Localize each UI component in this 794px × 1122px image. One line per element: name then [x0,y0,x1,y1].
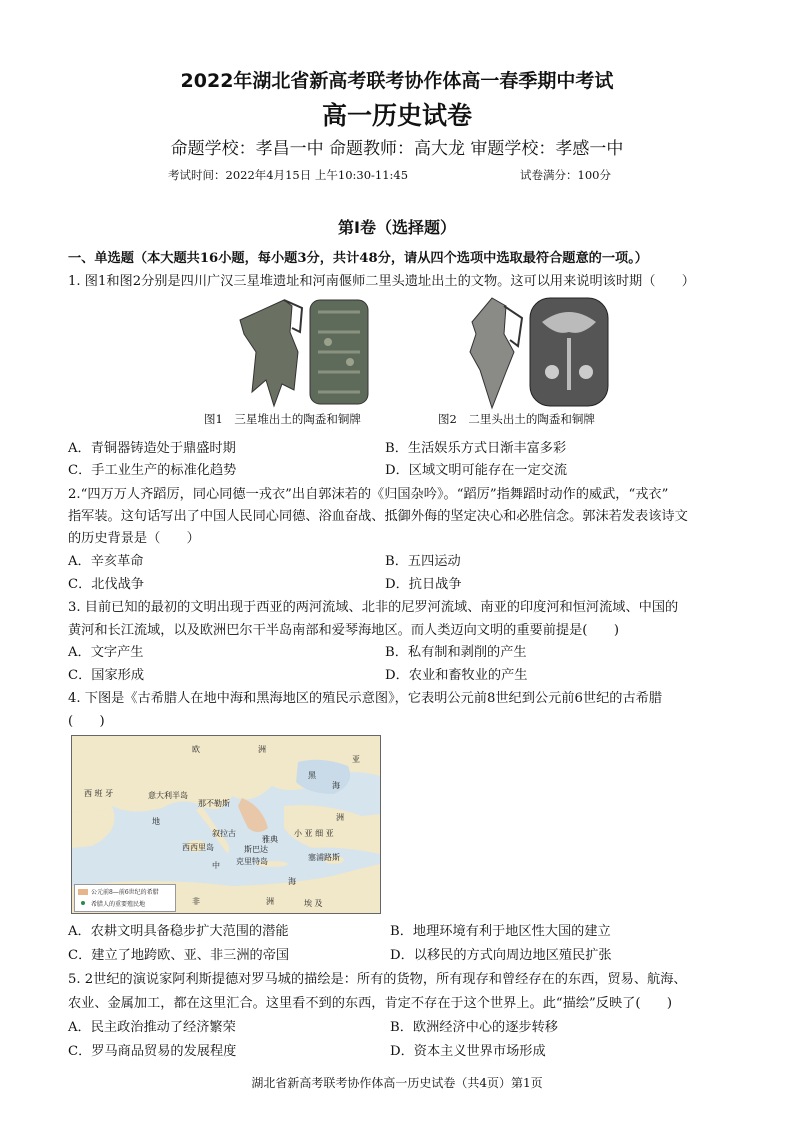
q3-stem-line2: 黄河和长江流域，以及欧洲巴尔干半岛南部和爱琴海地区。而人类迈向文明的重要前提是( ) [68,623,619,638]
map-label-sea3: 海 [288,877,296,886]
q3-stem-line1: 3. 目前已知的最初的文明出现于西亚的两河流域、北非的尼罗河流域、南亚的印度河和恒河流域、中国的 [68,600,679,615]
q5-option-d[interactable]: D．资本主义世界市场形成 [390,1044,546,1059]
map-label-athens: 雅典 [262,835,278,844]
legend-greece: 公元前8—前6世纪的希腊 [91,889,159,896]
map-label-europe1: 欧 [192,745,200,754]
section-title: 第Ⅰ卷（选择题） [338,218,456,237]
map-label-black1: 黑 [308,771,316,780]
q2-option-b[interactable]: B．五四运动 [385,554,461,569]
q3-option-d[interactable]: D．农业和畜牧业的产生 [385,668,528,683]
map-label-italy: 意大利半岛 [148,791,188,800]
q1-option-a[interactable]: A．青铜器铸造处于鼎盛时期 [68,441,236,456]
q3-option-c[interactable]: C．国家形成 [68,668,145,683]
q4-stem-line2: ( ) [68,714,105,729]
map-label-cyprus: 塞浦路斯 [308,853,340,862]
page-footer: 湖北省新高考联考协作体高一历史试卷（共4页）第1页 [251,1076,543,1090]
exam-time: 考试时间：2022年4月15日 上午10:30-11:45 [168,168,409,182]
legend-swatch-colony [81,901,85,905]
q4-option-d[interactable]: D．以移民的方式向周边地区殖民扩张 [390,948,612,963]
map-label-africa1: 非 [192,897,200,906]
map-label-sparta: 斯巴达 [244,845,268,854]
map-label-naples: 那不勒斯 [198,799,230,808]
map-label-sea1: 地 [152,817,160,826]
q4-option-c[interactable]: C．建立了地跨欧、亚、非三洲的帝国 [68,948,290,963]
legend-swatch-greece [78,889,88,895]
q5-stem-line1: 5. 2世纪的演说家阿利斯提德对罗马城的描绘是：所有的货物，所有现存和曾经存在的东西，贸易、航海、 [68,972,687,987]
exam-title: 2022年湖北省新高考联考协作体高一春季期中考试 [180,70,614,92]
exam-authors: 命题学校：孝昌一中 命题教师：高大龙 审题学校：孝感一中 [170,139,624,159]
q5-option-c[interactable]: C．罗马商品贸易的发展程度 [68,1044,237,1059]
exam-subtitle: 高一历史试卷 [321,101,472,130]
fig2-caption: 图2 二里头出土的陶盉和铜牌 [438,412,595,426]
q2-stem-line3: 的历史背景是（ ） [68,531,200,546]
map-label-black2: 海 [332,781,340,790]
q1-option-b[interactable]: B．生活娱乐方式日渐丰富多彩 [385,441,567,456]
map-label-sea2: 中 [212,861,220,870]
map-label-asia1: 亚 [352,755,360,764]
q4-option-b[interactable]: B．地理环境有利于地区性大国的建立 [390,924,611,939]
legend-colony: 希腊人的重要殖民地 [91,901,146,908]
q2-option-a[interactable]: A．辛亥革命 [68,554,144,569]
q3-option-a[interactable]: A．文字产生 [68,645,144,660]
full-score: 试卷满分：100分 [520,168,611,182]
q1-stem: 1. 图1和图2分别是四川广汉三星堆遗址和河南偃师二里头遗址出土的文物。这可以用来说明该时期（ ） [68,274,695,289]
fig1-caption: 图1 三星堆出土的陶盉和铜牌 [204,412,361,426]
q5-stem-line2: 农业、金属加工，都在这里汇合。这里看不到的东西，肯定不存在于这个世界上。此“描绘”反映了( ) [68,996,673,1011]
greek-colonization-map [71,735,381,914]
instructions: 一、单选题（本大题共16小题，每小题3分，共计48分，请从四个选项中选取最符合题意的一项。） [68,251,648,266]
q4-stem-line1: 4. 下图是《古希腊人在地中海和黑海地区的殖民示意图》，它表明公元前8世纪到公元前6世纪的古希腊 [68,691,663,706]
map-label-spain: 西 班 牙 [84,789,114,798]
q2-stem-line2: 指军装。这句话写出了中国人民同心同德、浴血奋战、抵御外侮的坚定决心和必胜信念。郭沫若发表该诗文 [68,509,688,524]
q5-option-b[interactable]: B．欧洲经济中心的逐步转移 [390,1020,558,1035]
map-label-europe2: 洲 [258,745,266,754]
map-label-asia2: 洲 [336,813,344,822]
map-label-syracuse: 叙拉古 [212,829,236,838]
fig1-image [222,292,392,410]
map-legend [74,884,176,912]
map-label-asia-minor: 小 亚 细 亚 [294,829,334,838]
fig2-image [452,292,622,410]
q1-option-d[interactable]: D．区域文明可能存在一定交流 [385,463,568,478]
q2-stem-line1: 2.“四万万人齐蹈厉，同心同德一戎衣”出自郭沫若的《归国杂吟》。“蹈厉”指舞蹈时动作的威武，“戎衣” [68,487,669,502]
q4-option-a[interactable]: A．农耕文明具备稳步扩大范围的潜能 [68,924,289,939]
q5-option-a[interactable]: A．民主政治推动了经济繁荣 [68,1020,236,1035]
q1-option-c[interactable]: C．手工业生产的标准化趋势 [68,463,237,478]
q2-option-d[interactable]: D．抗日战争 [385,577,462,592]
q2-option-c[interactable]: C．北伐战争 [68,577,145,592]
map-label-sicily: 西西里岛 [182,843,214,852]
map-label-crete: 克里特岛 [236,857,268,866]
map-label-africa2: 洲 [266,897,274,906]
q3-option-b[interactable]: B．私有制和剥削的产生 [385,645,527,660]
map-label-egypt: 埃 及 [304,899,323,908]
